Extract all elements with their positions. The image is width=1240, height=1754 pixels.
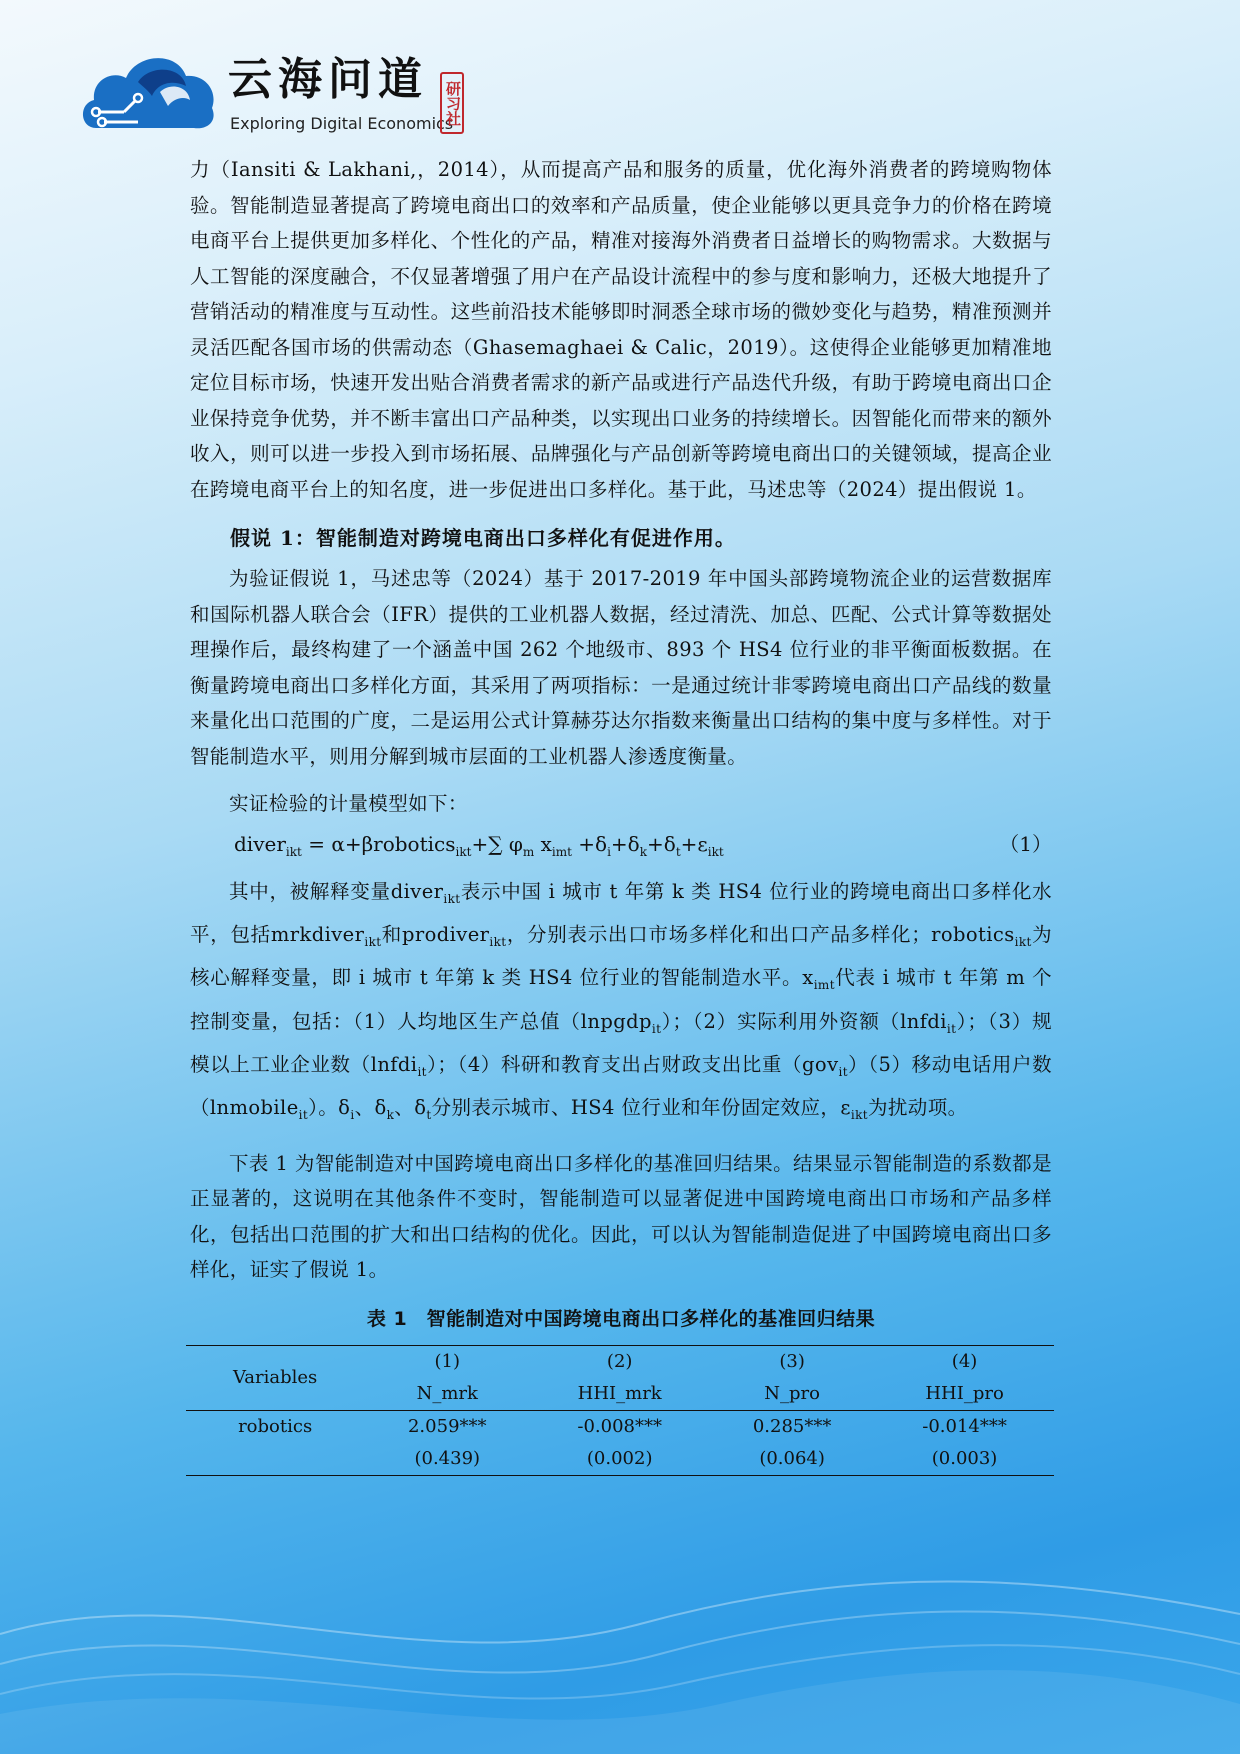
paragraph-3: 实证检验的计量模型如下： <box>229 792 468 815</box>
row-label: robotics <box>238 1416 313 1438</box>
paragraph-2: 为验证假说 1，马述忠等（2024）基于 2017-2019 年中国头部跨境物流企业的运营数据库和国际机器人联合会（IFR）提供的工业机器人数据，经过清洗、加总、匹配、公式计算等数据处理操作后，最终构建了一个涵盖中国 262 个地级市、893 个 HS4 位行业的非平衡面板数据。在衡量跨境电商出口多样化方面，其采用了两项指标：一是通过统计非零跨境电商出口产品线的数量来量化出口范围的广度，二是运用公式计算赫芬达尔指数来衡量出口结构的集中度与多样性。对于智能制造水平，则用分解到城市层面的工业机器人渗透度衡量。 <box>190 567 1052 768</box>
equation-number: （1） <box>999 831 1052 856</box>
equation-1: diver$_{ikt}$ = α+βrobotics$_{ikt}$+∑ $\varphi_m$ $x_{imt} +\delta_i+\delta_k+\delta_t+\varepsilon_{ikt}$ （1） <box>190 822 1052 874</box>
variables-header: Variables <box>186 1345 364 1410</box>
header <box>78 42 478 134</box>
decorative-waves <box>0 1514 1240 1754</box>
article-body <box>190 152 1052 1476</box>
col-number-4: (4) <box>875 1345 1054 1378</box>
paragraph-4: 其中，被解释变量diver$_{ikt}$表示中国 i 城市 t 年第 k 类 HS4 位行业的跨境电商出口多样化水平，包括mrkdiver$_{ikt}$和prodiver$_{ikt}$，分别表示出口市场多样化和出口产品多样化；robotics$_{ikt}$为核心解释变量，即 i 城市 t 年第 k 类 HS4 位行业的智能制造水平。$x_{imt}$代表 i 城市 t 年第 m 个控制变量，包括：（1）人均地区生产总值（lnpgdp$_{it}$）；（2）实际利用外资额（lnfdi$_{it}$）；（3）规模以上工业企业数（lnfdi$_{it}$）；（4）科研和教育支出占财政支出比重（gov$_{it}$）（5）移动电话用户数（lnmobile$_{it}$）。$\delta_i$、$\delta_k$、$\delta_t$分别表示城市、HS4 位行业和年份固定效应，$\varepsilon_{ikt}$为扰动项。 <box>190 879 1053 1123</box>
se-4: (0.003) <box>875 1443 1054 1476</box>
brand-subtitle: Exploring Digital Economics <box>230 114 454 133</box>
coef-1: 2.059*** <box>407 1416 487 1438</box>
cloud-circuit-icon <box>78 42 218 134</box>
se-2: (0.002) <box>530 1443 709 1476</box>
col-name-1: N_mrk <box>364 1378 530 1411</box>
paragraph-5: 下表 1 为智能制造对中国跨境电商出口多样化的基准回归结果。结果显示智能制造的系数都是正显著的，这说明在其他条件不变时，智能制造可以显著促进中国跨境电商出口市场和产品多样化，包括出口范围的扩大和出口结构的优化。因此，可以认为智能制造促进了中国跨境电商出口多样化，证实了假说 1。 <box>190 1151 1052 1282</box>
paragraph-1: 力（Iansiti & Lakhani,，2014），从而提高产品和服务的质量，优化海外消费者的跨境购物体验。智能制造显著提高了跨境电商出口的效率和产品质量，使企业能够以更具竞争力的价格在跨境电商平台上提供更加多样化、个性化的产品，精准对接海外消费者日益增长的购物需求。大数据与人工智能的深度融合，不仅显著增强了用户在产品设计流程中的参与度和影响力，还极大地提升了营销活动的精准度与互动性。这些前沿技术能够即时洞悉全球市场的微妙变化与趋势，精准预测并灵活匹配各国市场的供需动态（Ghasemaghaei & Calic，2019）。这使得企业能够更加精准地定位目标市场，快速开发出贴合消费者需求的新产品或进行产品迭代升级，有助于跨境电商出口企业保持竞争优势，并不断丰富出口产品种类，以实现出口业务的持续增长。因智能化而带来的额外收入，则可以进一步投入到市场拓展、品牌强化与产品创新等跨境电商出口的关键领域，提高企业在跨境电商平台上的知名度，进一步促进出口多样化。基于此，马述忠等（2024）提出假说 1。 <box>190 158 1052 501</box>
hypothesis-1: 假说 1：智能制造对跨境电商出口多样化有促进作用。 <box>230 526 736 550</box>
col-number-1: (1) <box>364 1345 530 1378</box>
table-title: 表 1 智能制造对中国跨境电商出口多样化的基准回归结果 <box>366 1307 876 1330</box>
seal-stamp: 研习社 <box>440 72 464 134</box>
coef-3: 0.285*** <box>752 1416 832 1438</box>
col-number-3: (3) <box>709 1345 875 1378</box>
se-3: (0.064) <box>709 1443 875 1476</box>
col-number-2: (2) <box>530 1345 709 1378</box>
coef-2: -0.008*** <box>577 1416 662 1438</box>
col-name-2: HHI_mrk <box>530 1378 709 1411</box>
col-name-4: HHI_pro <box>875 1378 1054 1411</box>
se-blank <box>186 1443 364 1476</box>
col-name-3: N_pro <box>709 1378 875 1411</box>
brand-title: 云海问道 <box>228 54 428 105</box>
regression-table <box>186 1345 1054 1476</box>
coef-4: -0.014*** <box>922 1416 1007 1438</box>
se-1: (0.439) <box>364 1443 530 1476</box>
